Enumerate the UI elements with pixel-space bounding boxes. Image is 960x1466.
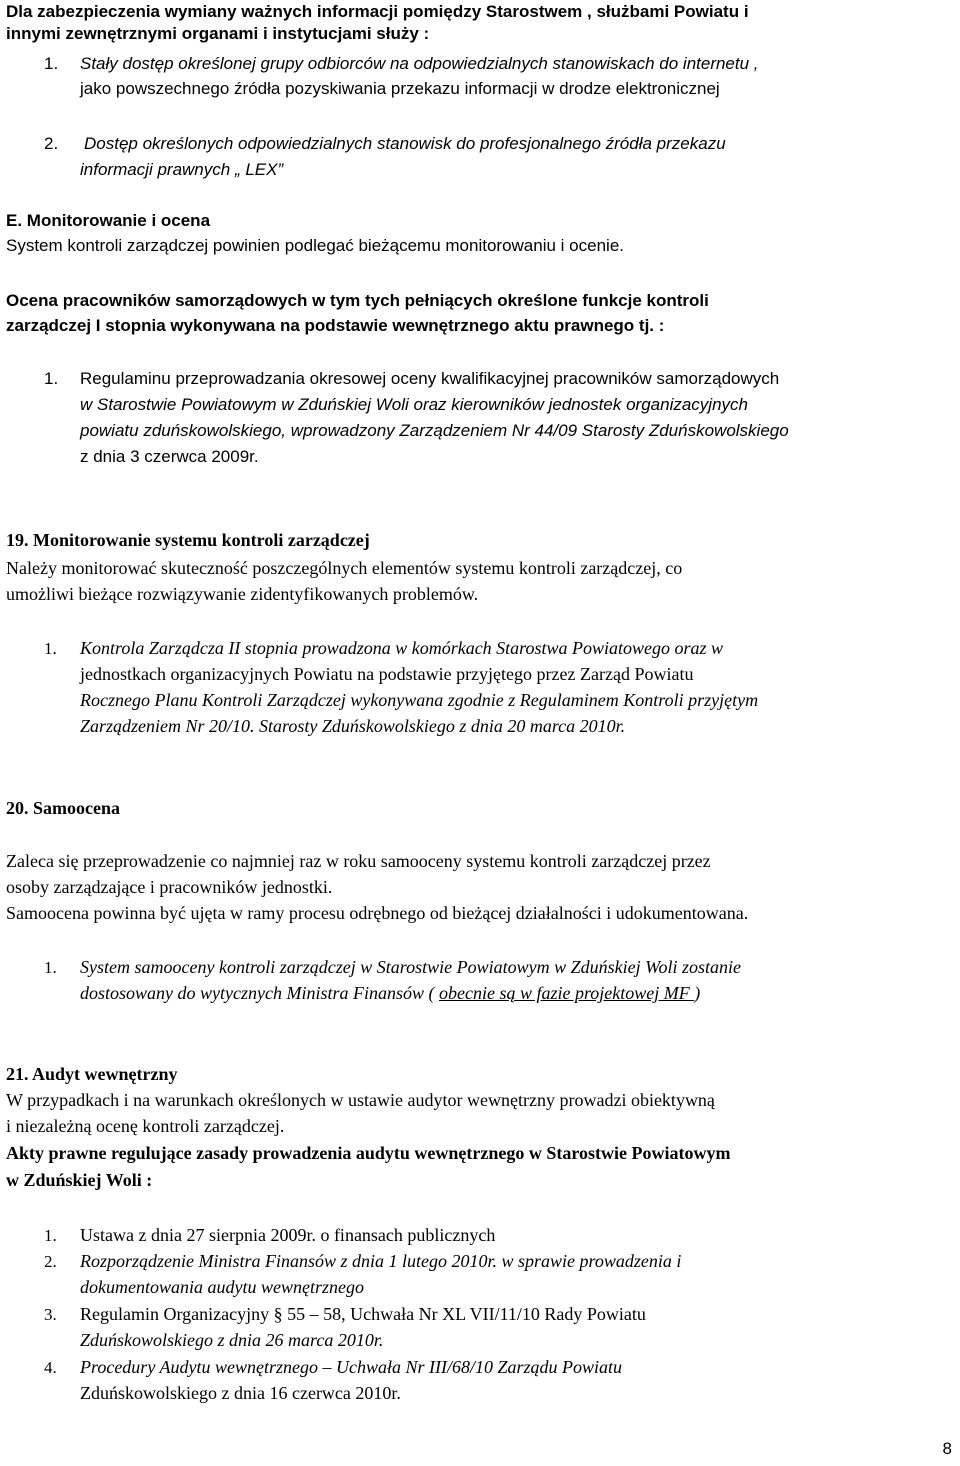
section-19-item-line-1: Kontrola Zarządcza II stopnia prowadzona w komórkach Starostwa Powiatowego oraz w (80, 638, 724, 658)
intro-item-2-line-1: Dostęp określonych odpowiedzialnych stanowisk do profesjonalnego źródła przekazu (84, 134, 726, 153)
section-21-list-2-num: 2. (44, 1252, 57, 1271)
section-21-list-1-num: 1. (44, 1226, 57, 1245)
section-21-list-3-line-2: Zduńskowolskiego z dnia 26 marca 2010r. (80, 1330, 384, 1350)
section-e-item-line-4: z dnia 3 czerwca 2009r. (80, 447, 259, 466)
section-19-item-line-2: jednostkach organizacyjnych Powiatu na podstawie przyjętego przez Zarząd Powiatu (80, 664, 694, 684)
section-e-item-line-2: w Starostwie Powiatowym w Zduńskiej Woli oraz kierowników jednostek organizacyjnych (80, 395, 748, 414)
intro-item-2-num: 2. (44, 134, 59, 153)
intro-line-2: innymi zewnętrznymi organami i instytucjami służy : (6, 24, 430, 43)
section-21-line-2: i niezależną ocenę kontroli zarządczej. (6, 1116, 285, 1136)
section-e-item-num: 1. (44, 369, 59, 388)
section-21-list-4-line-1: Procedury Audytu wewnętrznego – Uchwała Nr III/68/10 Zarządu Powiatu (80, 1357, 622, 1377)
section-19-item-num: 1. (44, 639, 57, 658)
section-20-item-line-2 (80, 983, 700, 1004)
section-21-list-3-num: 3. (44, 1305, 57, 1324)
section-21-list-1-line-1: Ustawa z dnia 27 sierpnia 2009r. o finansach publicznych (80, 1225, 496, 1245)
page-number: 8 (942, 1439, 952, 1458)
section-e-bold-line-1: Ocena pracowników samorządowych w tym tych pełniących określone funkcje kontroli (6, 291, 709, 310)
section-e-text: System kontroli zarządczej powinien podlegać bieżącemu monitorowaniu i ocenie. (6, 236, 624, 255)
intro-item-1-line-1: Stały dostęp określonej grupy odbiorców na odpowiedzialnych stanowiskach do internetu , (80, 54, 759, 73)
section-20-item-line-2-underlined: obecnie są w fazie projektowej MF (438, 983, 695, 1003)
section-e-item-line-3: powiatu zduńskowolskiego, wprowadzony Zarządzeniem Nr 44/09 Starosty Zduńskowolskiego (80, 421, 789, 440)
intro-item-1-line-2: jako powszechnego źródła pozyskiwania przekazu informacji w drodze elektronicznej (80, 79, 720, 98)
section-21-heading: 21. Audyt wewnętrzny (6, 1064, 178, 1084)
section-20-line-2: osoby zarządzające i pracowników jednostki. (6, 877, 333, 897)
section-e-bold-line-2: zarządczej I stopnia wykonywana na podstawie wewnętrznego aktu prawnego tj. : (6, 316, 665, 335)
section-21-line-1: W przypadkach i na warunkach określonych w ustawie audytor wewnętrzny prowadzi obiektywną (6, 1090, 715, 1110)
section-21-list-2-line-2: dokumentowania audytu wewnętrznego (80, 1277, 364, 1297)
section-20-line-3: Samoocena powinna być ujęta w ramy procesu odrębnego od bieżącej działalności i udokumentowana. (6, 903, 749, 923)
section-20-item-line-2-b: ) (694, 983, 701, 1003)
section-20-item-num: 1. (44, 958, 57, 977)
section-20-item-line-2-a: dostosowany do wytycznych Ministra Finansów ( (80, 983, 439, 1003)
section-21-list-2-line-1: Rozporządzenie Ministra Finansów z dnia 1 lutego 2010r. w sprawie prowadzenia i (80, 1251, 682, 1271)
section-20-item-line-1: System samooceny kontroli zarządczej w Starostwie Powiatowym w Zduńskiej Woli zostanie (80, 957, 741, 977)
section-e-item-line-1: Regulaminu przeprowadzania okresowej oceny kwalifikacyjnej pracowników samorządowych (80, 369, 780, 388)
section-21-bold-line-2: w Zduńskiej Woli : (6, 1170, 153, 1190)
section-19-line-1: Należy monitorować skuteczność poszczególnych elementów systemu kontroli zarządczej, co (6, 558, 683, 578)
section-19-heading: 19. Monitorowanie systemu kontroli zarządczej (6, 530, 370, 550)
section-19-line-2: umożliwi bieżące rozwiązywanie zidentyfikowanych problemów. (6, 584, 479, 604)
section-19-item-line-3: Rocznego Planu Kontroli Zarządczej wykonywana zgodnie z Regulaminem Kontroli przyjętym (80, 690, 759, 710)
intro-line-1: Dla zabezpieczenia wymiany ważnych informacji pomiędzy Starostwem , służbami Powiatu i (6, 2, 749, 21)
section-21-list-4-num: 4. (44, 1358, 57, 1377)
section-19-item-line-4: Zarządzeniem Nr 20/10. Starosty Zduńskowolskiego z dnia 20 marca 2010r. (80, 716, 626, 736)
section-20-heading: 20. Samoocena (6, 798, 120, 818)
section-21-bold-line-1: Akty prawne regulujące zasady prowadzenia audytu wewnętrznego w Starostwie Powiatowym (6, 1143, 731, 1163)
section-e-heading: E. Monitorowanie i ocena (6, 211, 211, 230)
section-21-list-4-line-2: Zduńskowolskiego z dnia 16 czerwca 2010r. (80, 1383, 401, 1403)
intro-item-2-line-2: informacji prawnych „ LEX” (80, 160, 284, 179)
section-20-line-1: Zaleca się przeprowadzenie co najmniej raz w roku samooceny systemu kontroli zarządczej przez (6, 851, 711, 871)
section-21-list-3-line-1: Regulamin Organizacyjny § 55 – 58, Uchwała Nr XL VII/11/10 Rady Powiatu (80, 1304, 646, 1324)
intro-item-1-num: 1. (44, 54, 59, 73)
